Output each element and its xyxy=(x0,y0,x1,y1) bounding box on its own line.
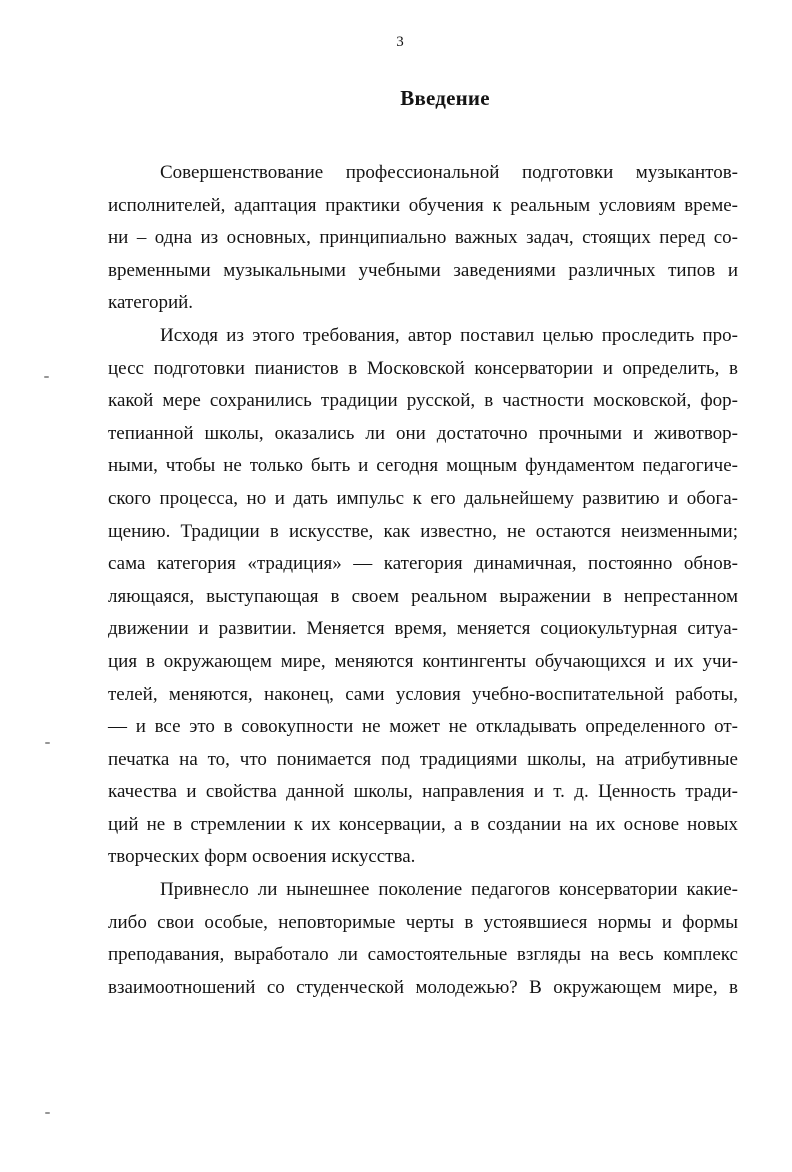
text-line: ляющаяся, выступающая в своем реальном выражении в непрестанном xyxy=(108,585,738,607)
text-line: щению. Традиции в искусстве, как известно, не остаются неизменными; xyxy=(108,520,738,542)
page-number: 3 xyxy=(396,34,404,50)
text-line: ций не в стремлении к их консервации, а в создании на их основе новых xyxy=(108,813,738,835)
text-line: какой мере сохранились традиции русской, в частности московской, фор- xyxy=(108,390,738,412)
text-line: творческих форм освоения искусства. xyxy=(108,846,416,868)
text-line: ского процесса, но и дать импульс к его дальнейшему развитию и обога- xyxy=(108,487,738,509)
body-text xyxy=(108,157,738,1004)
text-line: взаимоотношений со студенческой молодежью? В окружающем мире, в xyxy=(108,976,738,998)
text-line: тепианной школы, оказались ли они достаточно прочными и животвор- xyxy=(108,422,738,444)
text-line: ными, чтобы не только быть и сегодня мощным фундаментом педагогиче- xyxy=(108,455,738,477)
text-line: сама категория «традиция» — категория динамичная, постоянно обнов- xyxy=(108,553,738,575)
text-line: — и все это в совокупности не может не откладывать определенного от- xyxy=(108,716,738,738)
text-line: Совершенствование профессиональной подготовки музыкантов- xyxy=(160,162,738,183)
text-line: преподавания, выработало ли самостоятельные взгляды на весь комплекс xyxy=(108,944,738,966)
paragraph-3 xyxy=(108,874,738,1004)
scan-speck xyxy=(45,742,50,744)
text-line: Исходя из этого требования, автор поставил целью проследить про- xyxy=(160,324,738,346)
text-line: Привнесло ли нынешнее поколение педагогов консерватории какие- xyxy=(160,879,738,901)
text-line: качества и свойства данной школы, направления и т. д. Ценность тради- xyxy=(108,781,738,803)
text-line: либо свои особые, неповторимые черты в устоявшиеся нормы и формы xyxy=(108,911,738,933)
paragraph-2 xyxy=(108,320,738,874)
scan-speck xyxy=(44,376,49,378)
text-line: печатка на то, что понимается под традициями школы, на атрибутивные xyxy=(108,748,738,770)
paragraph-1 xyxy=(108,157,738,320)
text-line: исполнителей, адаптация практики обучения к реальным условиям време- xyxy=(108,194,738,216)
scan-speck xyxy=(45,1112,50,1114)
text-line: ни – одна из основных, принципиально важных задач, стоящих перед со- xyxy=(108,227,738,249)
text-line: категорий. xyxy=(108,292,194,314)
text-line: движении и развитии. Меняется время, меняется социокультурная ситуа- xyxy=(108,618,738,640)
text-line: телей, меняются, наконец, сами условия учебно-воспитательной работы, xyxy=(108,683,738,705)
section-heading: Введение xyxy=(400,86,490,110)
text-line: цесс подготовки пианистов в Московской консерватории и определить, в xyxy=(108,357,738,379)
text-line: ция в окружающем мире, меняются контингенты обучающихся и их учи- xyxy=(108,650,738,672)
text-line: временными музыкальными учебными заведениями различных типов и xyxy=(108,259,738,281)
